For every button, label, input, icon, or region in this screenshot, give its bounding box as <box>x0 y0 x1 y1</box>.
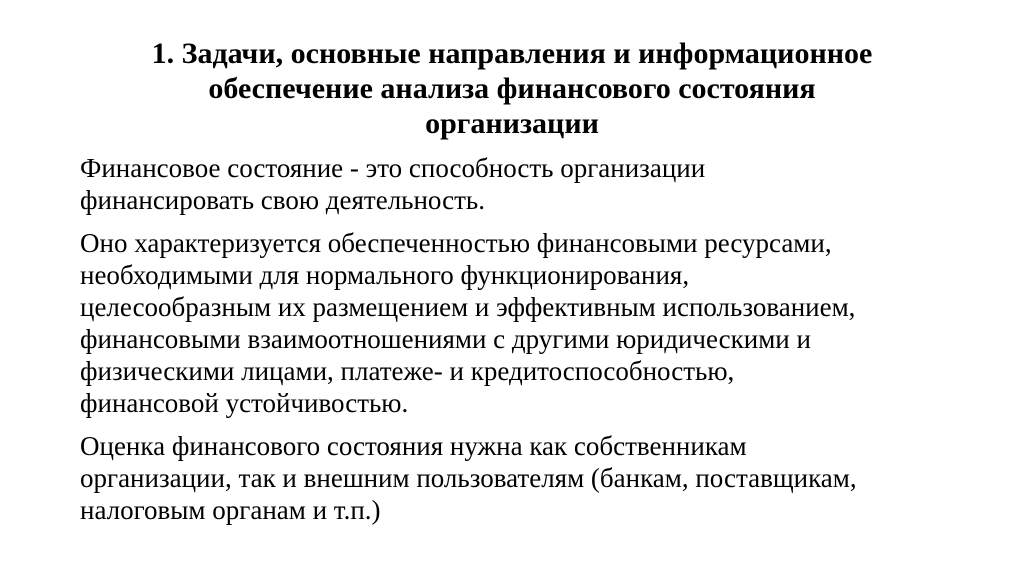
text-line: организации, так и внешним пользователям (банкам, поставщикам, <box>80 463 857 493</box>
text-line: Оно характеризуется обеспеченностью финансовыми ресурсами, <box>80 228 832 258</box>
title-line-3: организации <box>425 107 599 140</box>
paragraph-definition <box>80 152 980 216</box>
text-line: Финансовое состояние - это способность организации <box>80 153 706 183</box>
text-line: физическими лицами, платеже- и кредитоспособностью, <box>80 356 735 386</box>
title-line-2: обеспечение анализа финансового состояния <box>208 72 816 105</box>
text-line: финансовыми взаимоотношениями с другими юридическими и <box>80 324 811 354</box>
title-line-1: 1. Задачи, основные направления и информационное <box>151 37 873 70</box>
text-line: Оценка финансового состояния нужна как собственникам <box>80 431 747 461</box>
paragraph-characteristics <box>80 227 980 419</box>
slide-title <box>60 36 964 141</box>
text-line: налоговым органам и т.п.) <box>80 495 381 525</box>
paragraph-assessment <box>80 430 980 526</box>
text-line: целесообразным их размещением и эффективным использованием, <box>80 292 856 322</box>
slide-body <box>80 152 980 537</box>
text-line: финансовой устойчивостью. <box>80 388 409 418</box>
text-line: финансировать свою деятельность. <box>80 185 485 215</box>
text-line: необходимыми для нормального функционирования, <box>80 260 690 290</box>
